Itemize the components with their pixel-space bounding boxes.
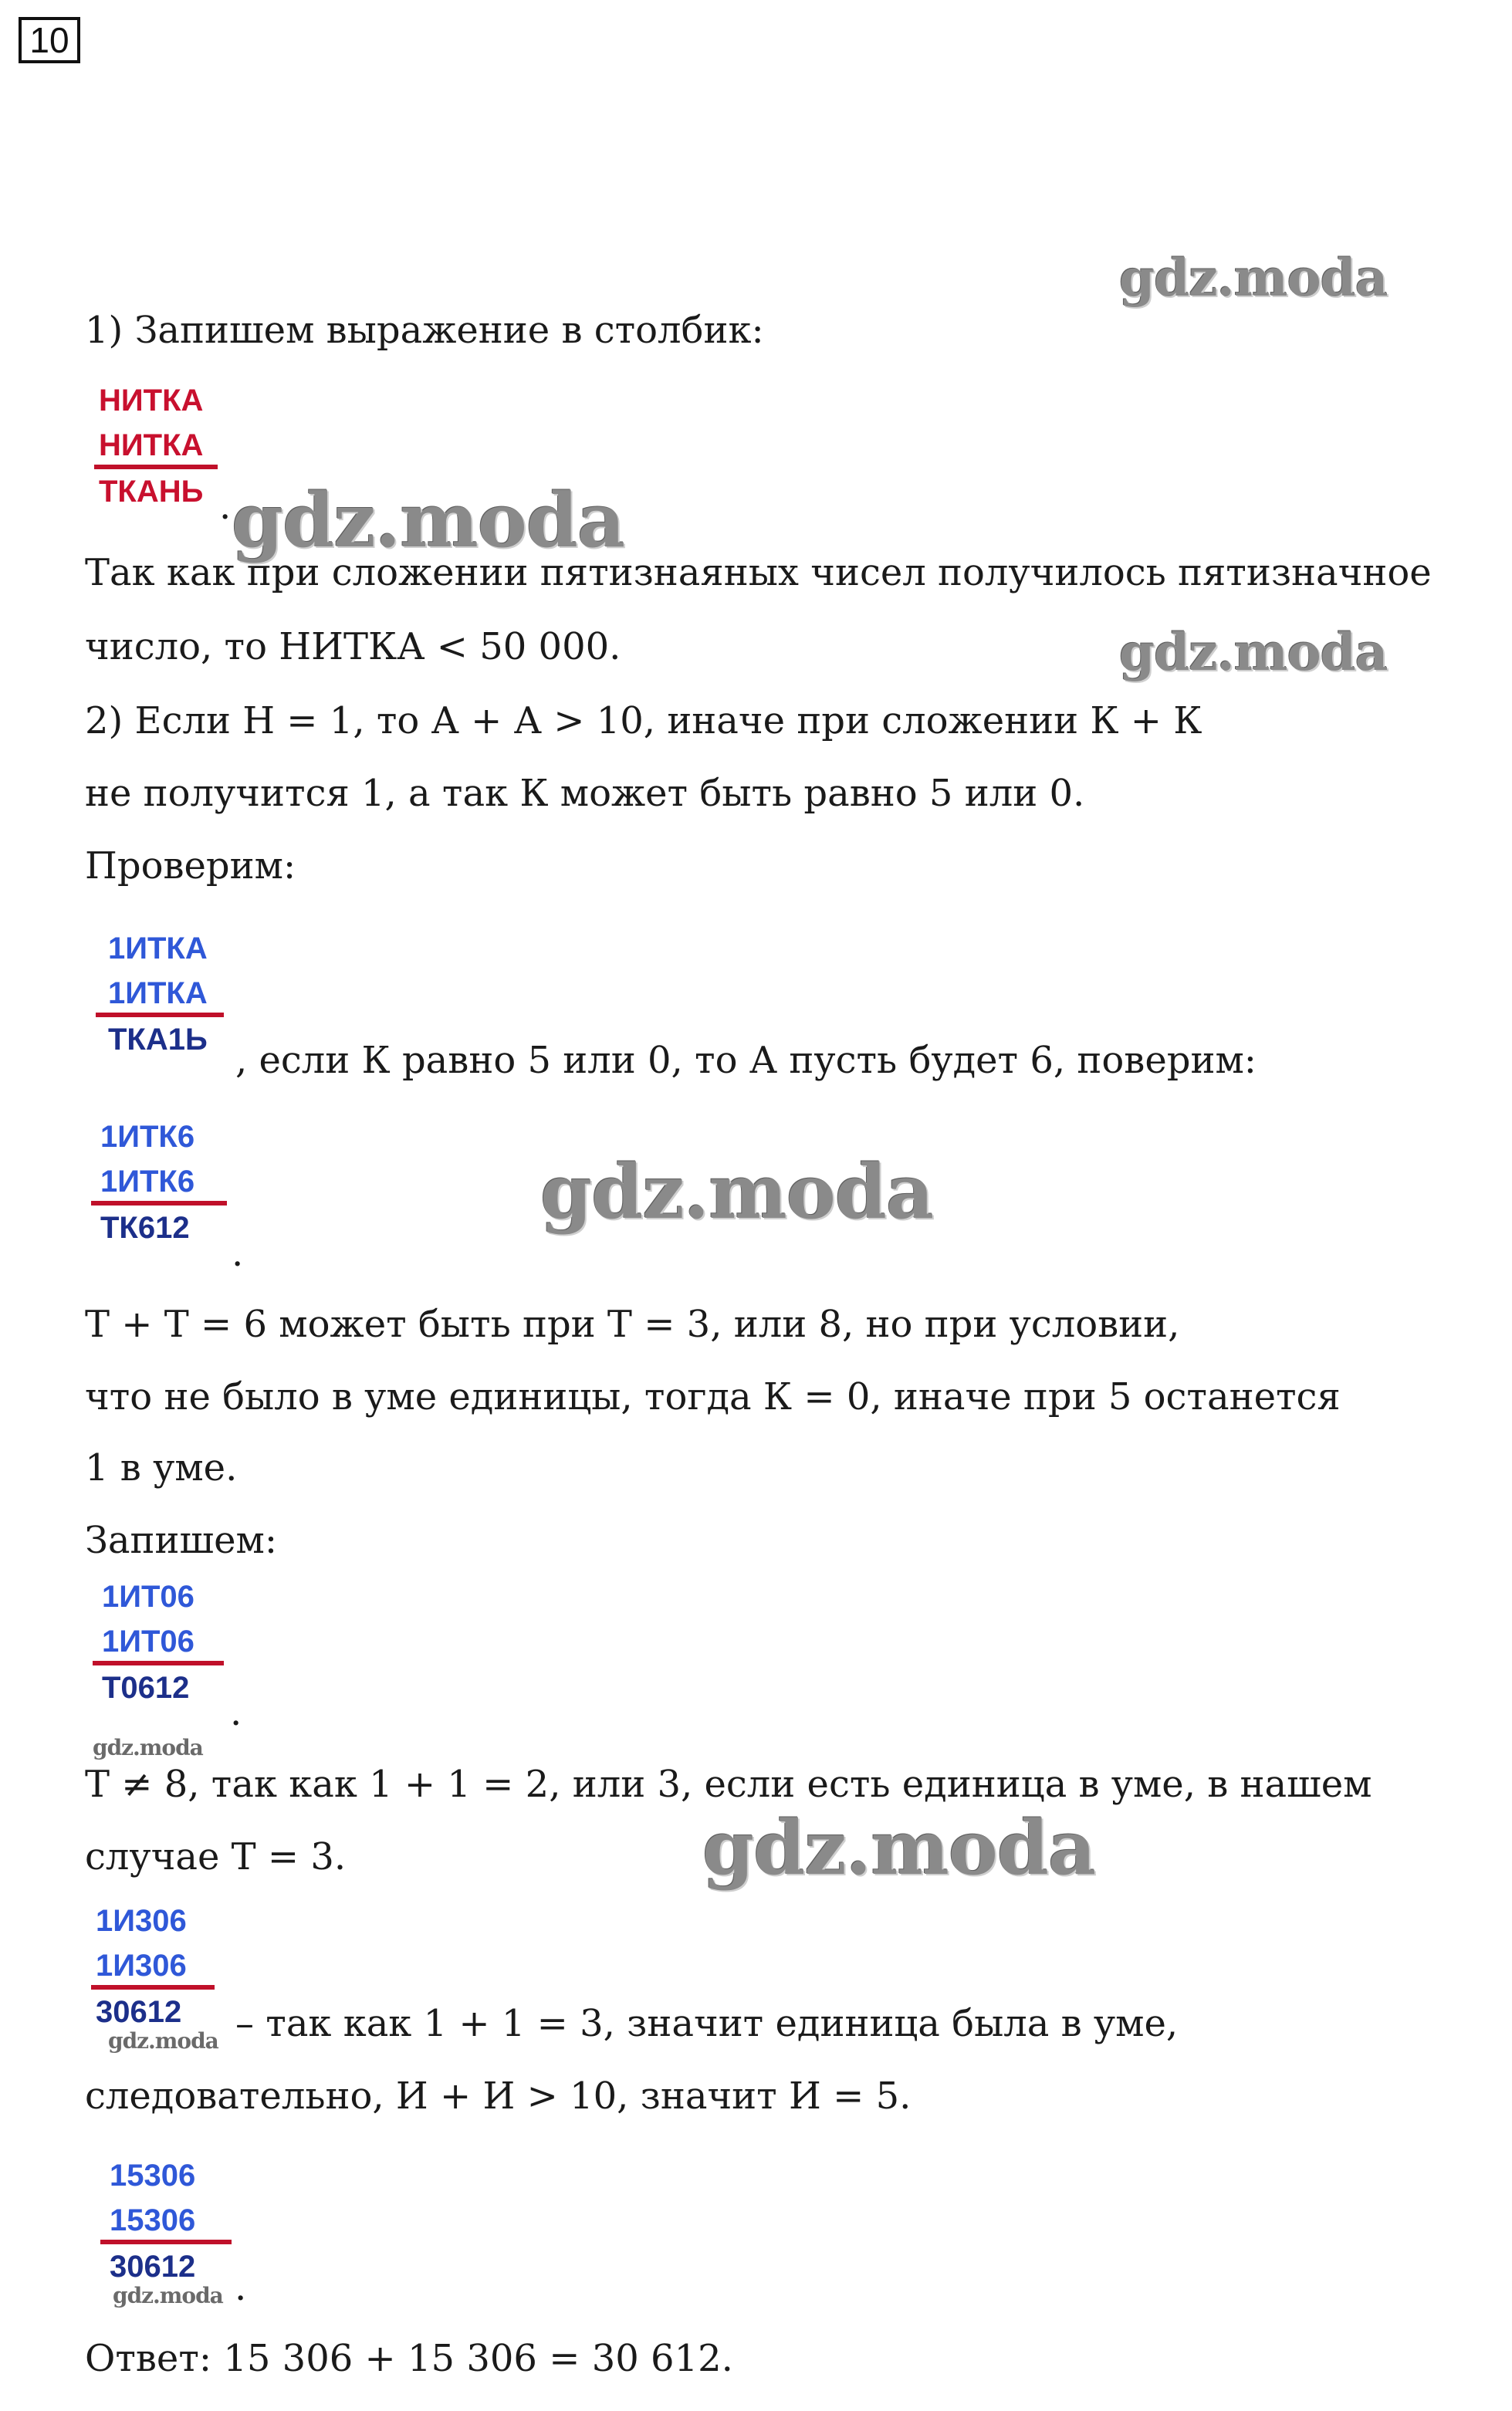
addend: 15306 [110, 2159, 196, 2193]
text-line: что не было в уме единицы, тогда К = 0, иначе при 5 останется [85, 1375, 1341, 1419]
addend: 1И306 [96, 1949, 187, 1983]
text-line: не получится 1, а так К может быть равно 5 или 0. [85, 772, 1085, 815]
watermark: gdz.moda [232, 477, 625, 564]
addend: 1И306 [96, 1904, 187, 1938]
column-addition [108, 926, 224, 1062]
column-addition [99, 378, 218, 514]
text-line: случае Т = 3. [85, 1835, 347, 1878]
addend: 1ИТКА [108, 976, 208, 1010]
addend: 15306 [110, 2203, 196, 2237]
addend: 1ИТК6 [100, 1120, 195, 1154]
watermark: gdz.moda [113, 2283, 223, 2308]
answer-line: Ответ: 15 306 + 15 306 = 30 612. [85, 2337, 733, 2380]
task-number: 10 [19, 17, 80, 63]
sum: Т0612 [102, 1671, 190, 1705]
sum: 30612 [110, 2250, 196, 2284]
watermark: gdz.moda [93, 1735, 203, 1760]
period: . [232, 1232, 244, 1275]
period: . [235, 2266, 247, 2309]
addend: 1ИТКА [108, 932, 208, 965]
sum: ТК612 [100, 1211, 190, 1245]
column-addition [110, 2153, 232, 2289]
text-line: , если К равно 5 или 0, то А пусть будет 6, поверим: [235, 1039, 1257, 1082]
text-line: Так как при сложении пятизнаяных чисел получилось пятизначное [85, 551, 1432, 594]
sum: 30612 [96, 1995, 182, 2029]
addend: 1ИТ06 [102, 1625, 194, 1659]
sum: ТКА1Ь [108, 1023, 208, 1057]
addend: НИТКА [99, 428, 204, 462]
addend: 1ИТК6 [100, 1165, 195, 1199]
addend: НИТКА [99, 384, 204, 418]
column-addition [100, 1114, 227, 1250]
watermark: gdz.moda [702, 1804, 1096, 1892]
text-line: число, то НИТКА < 50 000. [85, 625, 621, 668]
column-addition [96, 1899, 215, 2034]
addend: 1ИТ06 [102, 1580, 194, 1614]
watermark: gdz.moda [108, 2028, 218, 2054]
text-line: Запишем: [85, 1519, 278, 1562]
text-line: Т ≠ 8, так как 1 + 1 = 2, или 3, если есть единица в уме, в нашем [85, 1763, 1372, 1806]
watermark: gdz.moda [540, 1148, 934, 1236]
text-line: 1 в уме. [85, 1446, 238, 1490]
text-line: Т + Т = 6 может быть при Т = 3, или 8, но при условии, [85, 1303, 1180, 1346]
text-line: – так как 1 + 1 = 3, значит единица была в уме, [235, 2002, 1179, 2045]
text-line: 2) Если Н = 1, то А + А > 10, иначе при сложении К + К [85, 699, 1202, 742]
text-line: 1) Запишем выражение в столбик: [85, 309, 764, 352]
watermark: gdz.moda [1119, 622, 1388, 682]
text-line: следовательно, И + И > 10, значит И = 5. [85, 2075, 912, 2118]
watermark: gdz.moda [1119, 248, 1388, 308]
period: . [230, 1691, 242, 1734]
sum: ТКАНЬ [99, 475, 204, 509]
text-line: Проверим: [85, 844, 296, 888]
column-addition [102, 1574, 224, 1710]
period: . [219, 485, 232, 528]
